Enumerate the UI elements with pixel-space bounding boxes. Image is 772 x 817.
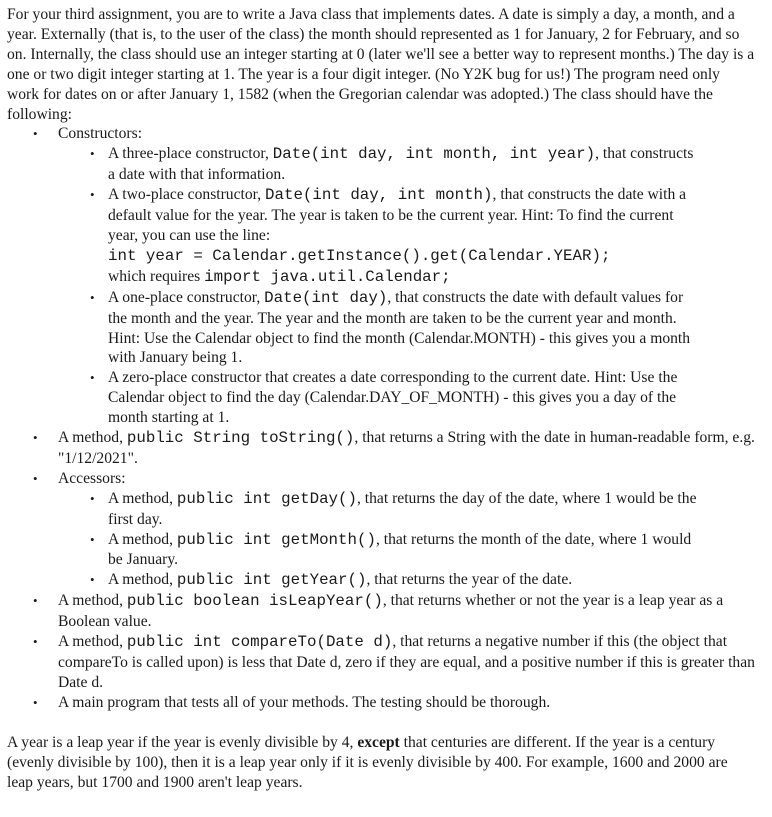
code-signature: public int getYear()	[176, 571, 367, 590]
text: A main program that tests all of your methods. The testing should be thorough.	[58, 693, 551, 711]
text: , that returns a String with the date in human-readable form, e.g. "1/12/2021".	[58, 429, 755, 467]
list-item-two-place-constructor	[58, 185, 702, 288]
text: A method,	[108, 489, 177, 507]
list-item-to-string	[7, 428, 755, 469]
code-import: import java.util.Calendar;	[204, 267, 451, 286]
bullet: •	[90, 572, 95, 588]
bullet: •	[90, 289, 95, 305]
text: that centuries are different. If the year is a century (evenly divisible by 100), then it is a leap year only if it is evenly divisible by 400. For example, 1600 and 2000 are leap years, but 1700 and 1900 aren't leap years.	[7, 733, 728, 791]
text: A year is a leap year if the year is evenly divisible by 4,	[7, 733, 358, 751]
list-item-get-year	[58, 570, 702, 591]
bullet: •	[33, 694, 38, 710]
text: , that returns whether or not the year is a leap year as a Boolean value.	[58, 592, 724, 631]
accessors-list	[58, 489, 755, 592]
constructors-list	[58, 144, 755, 428]
code-signature: Date(int day, int month)	[265, 186, 493, 205]
list-item-three-place-constructor	[58, 144, 702, 185]
leap-year-paragraph	[7, 733, 755, 793]
assignment-document	[7, 5, 767, 792]
text: A method,	[108, 571, 177, 589]
text: , that constructs the date with default values for the month and the year. The year and the month are taken to be the current year and month. Hint: Use the Calendar object to find the month (Calendar.MONTH) - this gives you a month with January being 1.	[108, 288, 691, 367]
text: , that returns a negative number if this (the object that compareTo is called upon) is less that Date d, zero if they are equal, and a positive number if this is greater than Date d.	[58, 633, 755, 691]
bullet: •	[33, 126, 38, 142]
text: A zero-place constructor that creates a date corresponding to the current date. Hint: Use the Calendar object to find the day (Calendar.DAY_OF_MONTH) - this gives you a day of the month starting at 1.	[108, 369, 678, 427]
text: A method,	[58, 633, 127, 651]
text: , that constructs a date with that information.	[108, 145, 694, 184]
emphasis-except: except	[357, 733, 400, 751]
bullet: •	[90, 146, 95, 162]
list-item-constructors	[7, 124, 755, 428]
requirements-list	[7, 124, 767, 712]
list-item-accessors	[7, 469, 755, 591]
text: which requires	[108, 267, 205, 285]
text: A method,	[108, 530, 177, 548]
list-item-get-day	[58, 489, 702, 530]
list-item-compare-to	[7, 632, 755, 693]
bullet: •	[90, 531, 95, 547]
intro-paragraph: For your third assignment, you are to write a Java class that implements dates. A date is simply a day, a month, and a year. Externally (that is, to the user of the class) the month should represented as 1 for January, 2 for February, and so on. Internally, the class should use an integer starting at 0 (later we'll see a better way to represent months.) The day is a one or two digit integer starting at 1. The year is a four digit integer. (No Y2K bug for us!) The program need only work for dates on or after January 1, 1582 (when the Gregorian calendar was adopted.) The class should have the following:	[7, 6, 755, 123]
text: , that returns the day of the date, where 1 would be the first day.	[108, 489, 697, 528]
code-signature: Date(int day)	[264, 288, 388, 307]
text: , that returns the month of the date, where 1 would be January.	[108, 530, 692, 569]
code-signature: public int getDay()	[176, 489, 357, 508]
code-line: int year = Calendar.getInstance().get(Calendar.YEAR);	[108, 246, 611, 265]
code-signature: public int getMonth()	[176, 530, 376, 549]
text: A two-place constructor,	[108, 186, 265, 204]
text: A method,	[58, 592, 127, 610]
bullet: •	[90, 370, 95, 386]
list-item-main-program	[7, 693, 755, 713]
bullet: •	[90, 490, 95, 506]
text: A three-place constructor,	[108, 145, 273, 163]
accessors-heading: Accessors:	[58, 469, 126, 487]
bullet: •	[33, 430, 38, 446]
bullet: •	[90, 187, 95, 203]
code-signature: Date(int day, int month, int year)	[272, 145, 596, 164]
list-item-one-place-constructor	[58, 288, 702, 369]
text: A method,	[58, 429, 127, 447]
code-signature: public int compareTo(Date d)	[126, 633, 393, 652]
list-item-is-leap-year	[7, 591, 755, 632]
code-signature: public boolean isLeapYear()	[126, 592, 383, 611]
bullet: •	[33, 634, 38, 650]
list-item-get-month	[58, 530, 702, 571]
constructors-heading: Constructors:	[58, 125, 143, 143]
bullet: •	[33, 593, 38, 609]
text: A one-place constructor,	[108, 288, 265, 306]
code-signature: public String toString()	[126, 429, 355, 448]
bullet: •	[33, 470, 38, 486]
text: , that returns the year of the date.	[366, 571, 573, 589]
list-item-zero-place-constructor	[58, 368, 702, 428]
text: , that constructs the date with a default value for the year. The year is taken to be the current year. Hint: To find the current year, you can use the line:	[108, 186, 687, 244]
